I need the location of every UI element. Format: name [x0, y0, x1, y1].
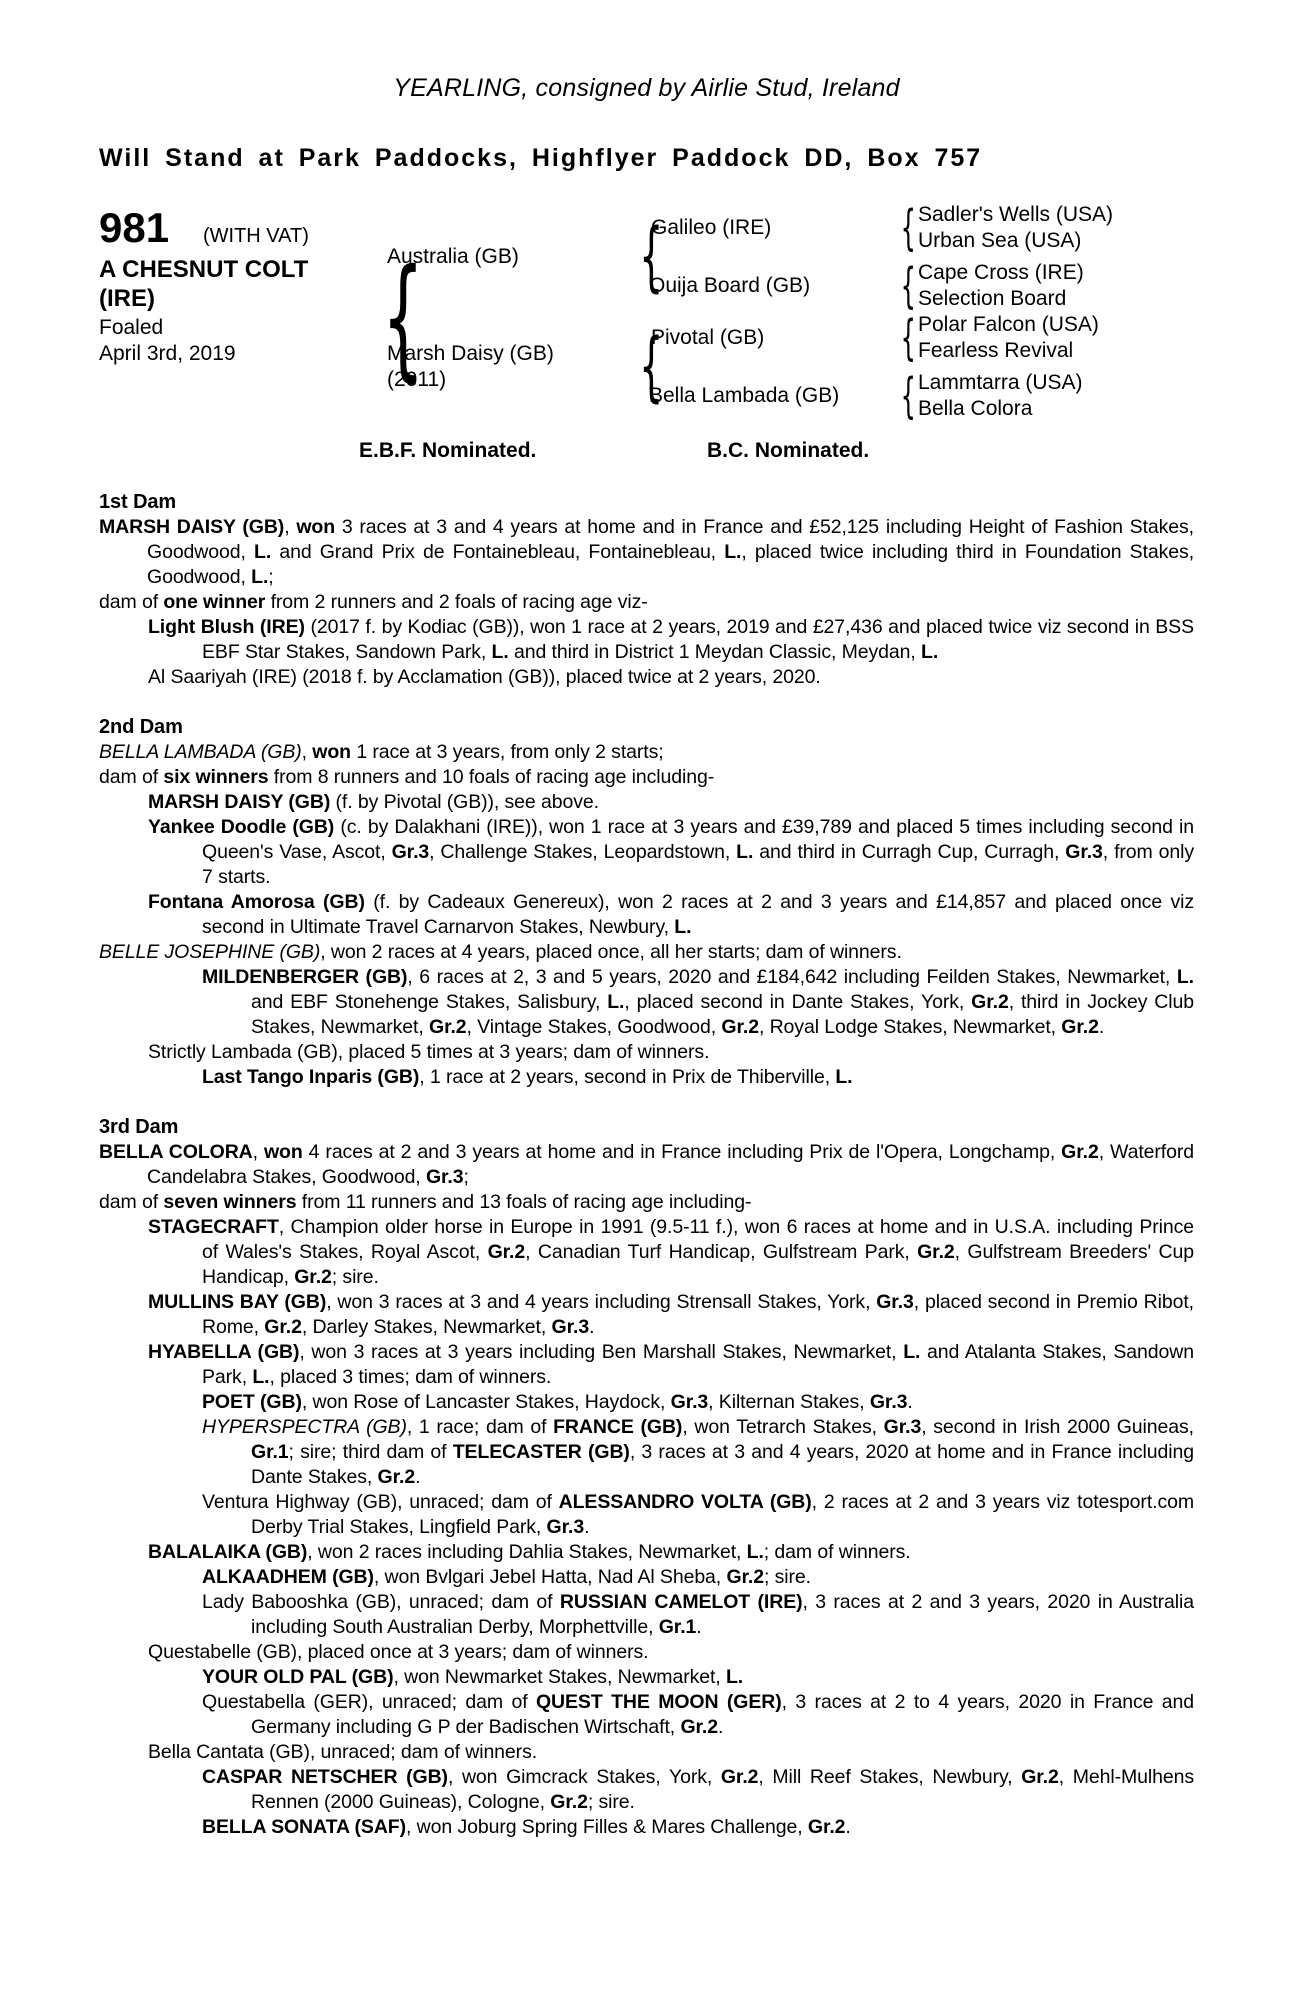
text-segment: , 6 races at 2, 3 and 5 years, 2020 and £184,642 including Feilden Stakes, Newmarket,: [407, 966, 1177, 988]
text-segment: ; sire; third dam of: [288, 1441, 453, 1463]
text-segment: , won Bvlgari Jebel Hatta, Nad Al Sheba,: [373, 1566, 727, 1588]
text-segment: L.: [903, 1341, 921, 1363]
text-segment: , Mehl-Mulhens Rennen (2000 Guineas), Cologne,: [251, 1766, 1194, 1813]
text-segment: ,: [284, 516, 297, 538]
text-segment: (f. by Pivotal (GB)), see above.: [330, 791, 599, 813]
text-segment: , Kilternan Stakes,: [708, 1391, 870, 1413]
text-segment: , won Rose of Lancaster Stakes, Haydock,: [301, 1391, 671, 1413]
text-segment: , won 2 races including Dahlia Stakes, Newmarket,: [307, 1541, 747, 1563]
text-segment: L.: [746, 1541, 764, 1563]
text-segment: Questabelle (GB), placed once at 3 years; dam of winners.: [148, 1641, 649, 1663]
text-segment: , 3 races at 2 and 3 years, 2020 in Australia including South Australian Derby, Morphettville,: [251, 1591, 1194, 1638]
text-segment: from 8 runners and 10 foals of racing age including-: [268, 766, 715, 788]
text-segment: won: [312, 741, 351, 763]
pedigree-paragraph: [99, 1040, 1194, 1065]
pedigree-table: [99, 198, 1194, 433]
lot-country-suffix: (IRE): [99, 285, 155, 312]
page-content: [99, 0, 1194, 1840]
text-segment: , placed 3 times; dam of winners.: [269, 1366, 552, 1388]
text-segment: .: [907, 1391, 913, 1413]
text-segment: 1 race at 3 years, from only 2 starts;: [351, 741, 664, 763]
text-segment: L.: [736, 841, 754, 863]
text-segment: CASPAR NETSCHER (GB): [202, 1766, 448, 1788]
foaled-label: Foaled: [99, 316, 164, 339]
grandparent-name: Urban Sea (USA): [918, 229, 1082, 252]
pedigree-paragraph: [99, 665, 1194, 690]
text-segment: (c. by Dalakhani (IRE)), won 1 race at 3 years and £39,789 and placed 5 times including second in Queen's Vase, Ascot,: [202, 816, 1194, 863]
section-2nd-dam: [99, 715, 1194, 1090]
sire-name: Australia (GB): [387, 245, 519, 268]
pedigree-details: [99, 490, 1194, 1840]
text-segment: ;: [463, 1166, 469, 1188]
text-segment: .: [718, 1716, 724, 1738]
text-segment: , Vintage Stakes, Goodwood,: [466, 1016, 722, 1038]
text-segment: won: [263, 1141, 303, 1163]
text-segment: .: [845, 1816, 851, 1838]
text-segment: L.: [251, 566, 269, 588]
text-segment: Gr.2: [721, 1016, 759, 1038]
text-segment: Gr.3: [425, 1166, 464, 1188]
text-segment: , Waterford Candelabra Stakes, Goodwood,: [147, 1141, 1194, 1188]
text-segment: .: [415, 1466, 421, 1488]
ebf-nominated-label: E.B.F. Nominated.: [359, 439, 537, 462]
text-segment: (2017 f. by Kodiac (GB)), won 1 race at 2 years, 2019 and £27,436 and placed twice viz second in BSS EBF Star Stakes, Sandown Park,: [202, 616, 1194, 663]
pedigree-paragraph: [99, 1765, 1194, 1815]
section-paragraphs: [99, 740, 1194, 1090]
grandparent-name: Bella Colora: [918, 397, 1033, 420]
text-segment: , won 2 races at 4 years, placed once, all her starts; dam of winners.: [320, 941, 902, 963]
pedigree-paragraph: [99, 765, 1194, 790]
text-segment: , 3 races at 2 to 4 years, 2020 in France and Germany including G P der Badischen Wirtschaft,: [251, 1691, 1195, 1738]
text-segment: from 2 runners and 2 foals of racing age viz-: [265, 591, 648, 613]
text-segment: Gr.2: [487, 1241, 526, 1263]
text-segment: Gr.3: [546, 1516, 585, 1538]
text-segment: Gr.2: [294, 1266, 332, 1288]
text-segment: , Gulfstream Breeders' Cup Handicap,: [202, 1241, 1194, 1288]
pedigree-paragraph: [99, 1215, 1194, 1290]
text-segment: L.: [921, 641, 939, 663]
text-segment: , won Newmarket Stakes, Newmarket,: [393, 1666, 726, 1688]
text-segment: , 2 races at 2 and 3 years viz totesport.com Derby Trial Stakes, Lingfield Park,: [251, 1491, 1194, 1538]
text-segment: STAGECRAFT: [148, 1216, 279, 1238]
text-segment: ,: [252, 1141, 264, 1163]
text-segment: , third in Jockey Club Stakes, Newmarket,: [251, 991, 1194, 1038]
section-heading: 3rd Dam: [99, 1116, 179, 1138]
text-segment: Gr.3: [551, 1316, 590, 1338]
text-segment: Last Tango Inparis (GB): [202, 1066, 420, 1088]
text-segment: MARSH DAISY (GB): [148, 791, 331, 813]
text-segment: , won 3 races at 3 and 4 years including Strensall Stakes, York,: [326, 1291, 877, 1313]
pedigree-paragraph: [99, 1065, 1194, 1090]
pedigree-paragraph: [99, 590, 1194, 615]
grandparent-name: Lammtarra (USA): [918, 371, 1083, 394]
text-segment: (f. by Cadeaux Genereux), won 2 races at 2 and 3 years and £14,857 and placed once viz second in Ultimate Travel Carnarvon Stakes, Newbury,: [202, 891, 1194, 938]
text-segment: RUSSIAN CAMELOT (IRE): [559, 1591, 803, 1613]
text-segment: Gr.2: [1021, 1766, 1059, 1788]
text-segment: Gr.2: [550, 1791, 588, 1813]
pedigree-paragraph: [99, 940, 1194, 965]
text-segment: , placed twice including third in Foundation Stakes, Goodwood,: [147, 541, 1195, 588]
text-segment: Gr.2: [264, 1316, 302, 1338]
text-segment: , won Joburg Spring Filles & Mares Challenge,: [406, 1816, 808, 1838]
text-segment: one winner: [163, 591, 266, 613]
sire-dam-name: Ouija Board (GB): [649, 274, 811, 297]
text-segment: dam of: [99, 591, 164, 613]
text-segment: POET (GB): [202, 1391, 302, 1413]
pedigree-paragraph: [99, 790, 1194, 815]
text-segment: ; sire.: [587, 1791, 635, 1813]
text-segment: BELLA LAMBADA (GB): [99, 741, 302, 763]
dam-dam-name: Bella Lambada (GB): [649, 384, 840, 407]
section-heading: 2nd Dam: [99, 716, 183, 738]
text-segment: Gr.2: [971, 991, 1009, 1013]
text-segment: BELLE JOSEPHINE (GB): [99, 941, 321, 963]
text-segment: , Challenge Stakes, Leopardstown,: [429, 841, 737, 863]
text-segment: and third in District 1 Meydan Classic, Meydan,: [508, 641, 922, 663]
text-segment: ; dam of winners.: [763, 1541, 911, 1563]
text-segment: L.: [674, 916, 692, 938]
pedigree-paragraph: [99, 1740, 1194, 1765]
section-1st-dam: [99, 490, 1194, 690]
text-segment: .: [696, 1616, 702, 1638]
text-segment: Fontana Amorosa (GB): [148, 891, 365, 913]
pedigree-paragraph: [99, 1640, 1194, 1665]
grandparent-name: Sadler's Wells (USA): [918, 203, 1113, 226]
text-segment: and Atalanta Stakes, Sandown Park,: [202, 1341, 1194, 1388]
lot-number: 981: [99, 204, 170, 251]
pedigree-paragraph: [99, 740, 1194, 765]
dam-year: (2011): [387, 368, 447, 391]
text-segment: BELLA SONATA (SAF): [202, 1816, 407, 1838]
text-segment: , Mill Reef Stakes, Newbury,: [758, 1766, 1022, 1788]
text-segment: dam of: [99, 766, 164, 788]
text-segment: , won Tetrarch Stakes,: [682, 1416, 884, 1438]
text-segment: Al Saariyah (IRE) (2018 f. by Acclamation (GB)), placed twice at 2 years, 2020.: [148, 666, 821, 688]
text-segment: six winners: [163, 766, 269, 788]
text-segment: .: [589, 1316, 595, 1338]
pedigree-paragraph: [99, 1490, 1194, 1540]
text-segment: L.: [491, 641, 509, 663]
text-segment: and third in Curragh Cup, Curragh,: [753, 841, 1066, 863]
text-segment: Gr.3: [391, 841, 430, 863]
pedigree-paragraph: [99, 1815, 1194, 1840]
text-segment: Gr.2: [680, 1716, 718, 1738]
text-segment: Strictly Lambada (GB), placed 5 times at 3 years; dam of winners.: [148, 1041, 710, 1063]
text-segment: won: [296, 516, 336, 538]
text-segment: Lady Babooshka (GB), unraced; dam of: [202, 1591, 560, 1613]
text-segment: , 3 races at 3 and 4 years, 2020 at home and in France including Dante Stakes,: [251, 1441, 1194, 1488]
text-segment: Yankee Doodle (GB): [148, 816, 335, 838]
text-segment: , Canadian Turf Handicap, Gulfstream Park,: [525, 1241, 918, 1263]
text-segment: Questabella (GER), unraced; dam of: [202, 1691, 536, 1713]
text-segment: , Champion older horse in Europe in 1991 (9.5-11 f.), won 6 races at home and in U.S.A. including Prince of Wales's Stakes, Royal Ascot,: [202, 1216, 1194, 1263]
text-segment: seven winners: [163, 1191, 297, 1213]
pedigree-paragraph: [99, 1590, 1194, 1640]
text-segment: Gr.2: [807, 1816, 846, 1838]
section-paragraphs: [99, 1140, 1194, 1840]
pedigree-paragraph: [99, 1665, 1194, 1690]
nominations-row: [99, 439, 1194, 465]
text-segment: Gr.3: [883, 1416, 922, 1438]
text-segment: L.: [724, 541, 742, 563]
text-segment: L.: [254, 541, 272, 563]
dam-sire-name: Pivotal (GB): [651, 326, 765, 349]
text-segment: Gr.3: [876, 1291, 914, 1313]
text-segment: and EBF Stonehenge Stakes, Salisbury,: [251, 991, 608, 1013]
text-segment: ALKAADHEM (GB): [202, 1566, 374, 1588]
text-segment: Gr.2: [429, 1016, 467, 1038]
pedigree-paragraph: [99, 1140, 1194, 1190]
text-segment: , second in Irish 2000 Guineas,: [921, 1416, 1194, 1438]
vat-note: (WITH VAT): [203, 225, 309, 247]
grandparent-name: Selection Board: [918, 287, 1067, 310]
bc-nominated-label: B.C. Nominated.: [707, 439, 870, 462]
text-segment: , 1 race at 2 years, second in Prix de Thiberville,: [419, 1066, 836, 1088]
text-segment: .: [584, 1516, 590, 1538]
text-segment: , won Gimcrack Stakes, York,: [447, 1766, 721, 1788]
pedigree-paragraph: [99, 965, 1194, 1040]
pedigree-paragraph: [99, 815, 1194, 890]
text-segment: HYABELLA (GB): [148, 1341, 300, 1363]
text-segment: , placed second in Premio Ribot, Rome,: [202, 1291, 1194, 1338]
text-segment: L.: [252, 1366, 270, 1388]
text-segment: Gr.3: [869, 1391, 908, 1413]
pedigree-paragraph: [99, 1540, 1194, 1565]
grandparent-name: Fearless Revival: [918, 339, 1074, 362]
pedigree-paragraph: [99, 515, 1194, 590]
text-segment: L.: [607, 991, 625, 1013]
text-segment: YOUR OLD PAL (GB): [202, 1666, 394, 1688]
text-segment: ;: [268, 566, 274, 588]
text-segment: Light Blush (IRE): [148, 616, 305, 638]
text-segment: Gr.2: [726, 1566, 764, 1588]
text-segment: and Grand Prix de Fontainebleau, Fontainebleau,: [271, 541, 725, 563]
text-segment: , Royal Lodge Stakes, Newmarket,: [758, 1016, 1062, 1038]
text-segment: Gr.2: [377, 1466, 416, 1488]
text-segment: Gr.2: [1061, 1141, 1099, 1163]
pedigree-paragraph: [99, 1565, 1194, 1590]
text-segment: FRANCE (GB): [553, 1416, 683, 1438]
pedigree-paragraph: [99, 1290, 1194, 1340]
text-segment: MULLINS BAY (GB): [148, 1291, 327, 1313]
text-segment: BELLA COLORA: [99, 1141, 253, 1163]
text-segment: MARSH DAISY (GB): [99, 516, 285, 538]
text-segment: Gr.2: [1061, 1016, 1099, 1038]
text-segment: MILDENBERGER (GB): [202, 966, 408, 988]
text-segment: .: [1098, 1016, 1105, 1038]
text-segment: from 11 runners and 13 foals of racing age including-: [296, 1191, 752, 1213]
text-segment: HYPERSPECTRA (GB): [202, 1416, 407, 1438]
text-segment: Gr.3: [1065, 841, 1103, 863]
text-segment: Gr.3: [670, 1391, 709, 1413]
text-segment: , placed second in Dante Stakes, York,: [624, 991, 972, 1013]
text-segment: L.: [725, 1666, 744, 1688]
text-segment: ; sire.: [764, 1566, 811, 1588]
pedigree-paragraph: [99, 615, 1194, 665]
pedigree-paragraph: [99, 1190, 1194, 1215]
text-segment: ,: [301, 741, 313, 763]
text-segment: 3 races at 3 and 4 years at home and in France and £52,125 including Height of Fashion Stakes, Goodwood,: [147, 516, 1194, 563]
sire-sire-name: Galileo (IRE): [651, 216, 772, 239]
text-segment: , from only 7 starts.: [202, 841, 1194, 888]
text-segment: ALESSANDRO VOLTA (GB): [558, 1491, 812, 1513]
text-segment: Gr.1: [658, 1616, 697, 1638]
text-segment: dam of: [99, 1191, 164, 1213]
text-segment: QUEST THE MOON (GER): [535, 1691, 782, 1713]
text-segment: BALALAIKA (GB): [148, 1541, 308, 1563]
text-segment: L.: [835, 1066, 853, 1088]
text-segment: , 1 race; dam of: [406, 1416, 554, 1438]
pedigree-paragraph: [99, 1690, 1194, 1740]
consignment-title: YEARLING, consigned by Airlie Stud, Ireland: [393, 74, 900, 102]
pedigree-paragraph: [99, 890, 1194, 940]
text-segment: Gr.2: [917, 1241, 955, 1263]
text-segment: Gr.2: [720, 1766, 759, 1788]
text-segment: Bella Cantata (GB), unraced; dam of winners.: [148, 1741, 538, 1763]
section-3rd-dam: [99, 1115, 1194, 1840]
lot-description: A CHESNUT COLT: [99, 256, 309, 283]
pedigree-paragraph: [99, 1340, 1194, 1390]
text-segment: Ventura Highway (GB), unraced; dam of: [202, 1491, 559, 1513]
dam-name: Marsh Daisy (GB): [387, 342, 554, 365]
section-paragraphs: [99, 515, 1194, 690]
section-heading: 1st Dam: [99, 491, 177, 513]
text-segment: , Darley Stakes, Newmarket,: [301, 1316, 552, 1338]
stand-location: Will Stand at Park Paddocks, Highflyer Paddock DD, Box 757: [99, 144, 983, 172]
pedigree-paragraph: [99, 1415, 1194, 1490]
text-segment: 4 races at 2 and 3 years at home and in France including Prix de l'Opera, Longchamp,: [302, 1141, 1062, 1163]
grandparent-name: Polar Falcon (USA): [918, 313, 1099, 336]
text-segment: ; sire.: [331, 1266, 379, 1288]
foaled-date: April 3rd, 2019: [99, 342, 236, 365]
text-segment: Gr.1: [251, 1441, 289, 1463]
grandparent-name: Cape Cross (IRE): [918, 261, 1084, 284]
text-segment: L.: [1176, 966, 1194, 988]
pedigree-paragraph: [99, 1390, 1194, 1415]
text-segment: TELECASTER (GB): [452, 1441, 630, 1463]
text-segment: , won 3 races at 3 years including Ben Marshall Stakes, Newmarket,: [299, 1341, 904, 1363]
